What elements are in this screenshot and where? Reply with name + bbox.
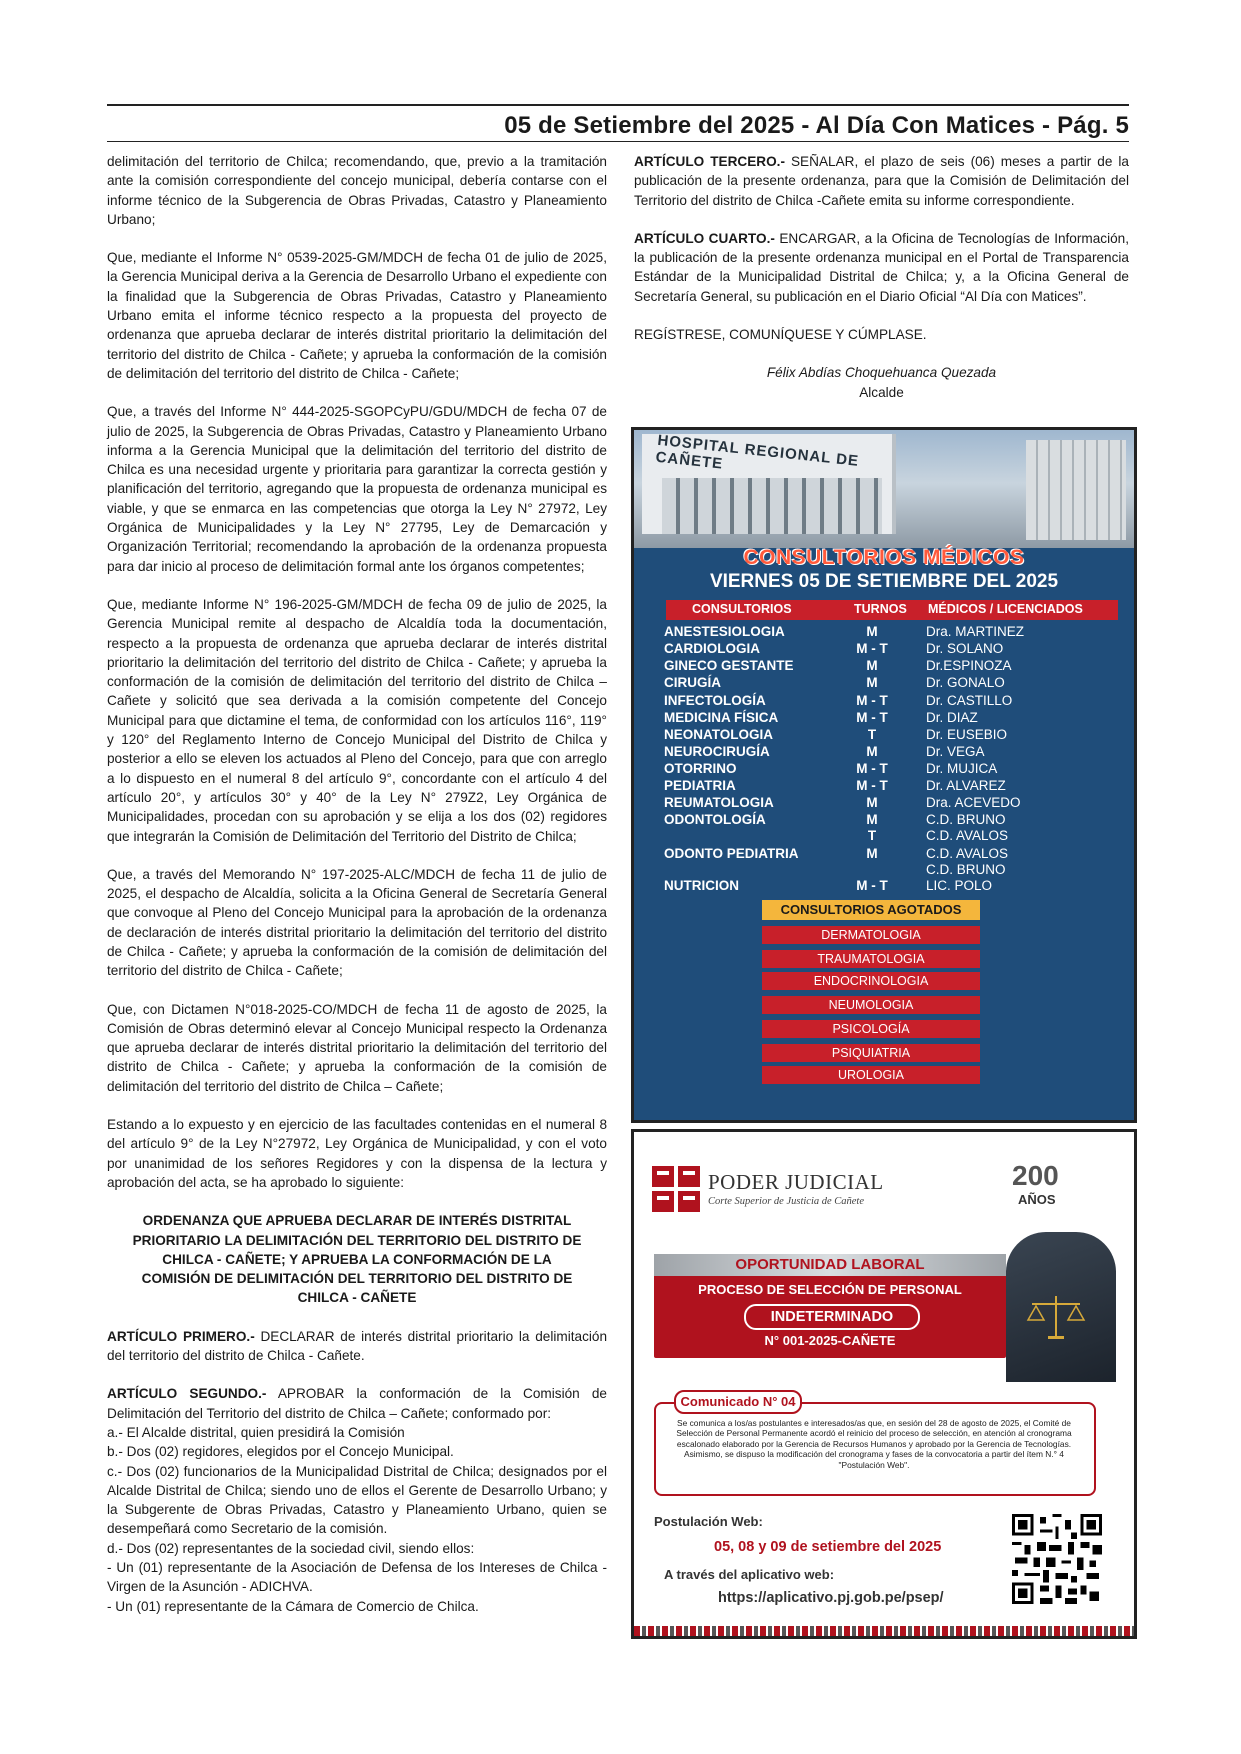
doctor: C.D. AVALOS bbox=[926, 846, 1009, 861]
table-row bbox=[634, 727, 1134, 744]
shift: M - T bbox=[856, 710, 888, 725]
article-fourth bbox=[634, 229, 1129, 306]
doctor: C.D. AVALOS bbox=[926, 828, 1009, 843]
doctor: Dr. CASTILLO bbox=[926, 693, 1013, 708]
shift: M bbox=[866, 744, 878, 759]
shift: M bbox=[866, 624, 878, 639]
ordinance-title: ORDENANZA QUE APRUEBA DECLARAR DE INTERÉS DISTRITAL PRIORITARIO LA DELIMITACIÓN DEL TERRITORIO DEL DISTRITO DE CHILCA - CAÑETE; Y APRUEBA LA CONFORMACIÓN DE LA COMISIÓN DE DELIMITACIÓN DEL TERRITORIO DEL DISTRITO DE CHILCA - CAÑETE bbox=[132, 1213, 582, 1306]
sold-out-item: PSIQUIATRIA bbox=[762, 1044, 980, 1062]
article-text: APROBAR la conformación de la Comisión de Delimitación del Territorio del distrito de Chilca – Cañete; conformado por: bbox=[107, 1386, 607, 1421]
col-header: CONSULTORIOS bbox=[692, 602, 792, 616]
shift: M - T bbox=[856, 778, 888, 793]
list-item: - Un (01) representante de la Cámara de Comercio de Chilca. bbox=[107, 1598, 479, 1614]
shift: M - T bbox=[856, 641, 888, 656]
specialty: INFECTOLOGÍA bbox=[664, 693, 766, 708]
shift: M - T bbox=[856, 693, 888, 708]
specialty: ODONTOLOGÍA bbox=[664, 812, 766, 827]
table-row bbox=[634, 761, 1134, 778]
doctor: Dr. GONALO bbox=[926, 675, 1005, 690]
sold-out-item: NEUMOLOGIA bbox=[762, 996, 980, 1014]
shift: M - T bbox=[856, 878, 888, 893]
list-item: b.- Dos (02) regidores, elegidos por el Concejo Municipal. bbox=[107, 1444, 454, 1460]
table-row bbox=[634, 658, 1134, 675]
anniversary-word: AÑOS bbox=[1018, 1192, 1056, 1207]
shift: T bbox=[867, 727, 877, 742]
opportunity-title: OPORTUNIDAD LABORAL bbox=[654, 1254, 1006, 1276]
judicial-logo bbox=[652, 1166, 700, 1212]
doctor: C.D. BRUNO bbox=[926, 812, 1006, 827]
scales-icon bbox=[1026, 1292, 1086, 1342]
article-label: ARTÍCULO TERCERO.- bbox=[634, 154, 785, 169]
specialty: OTORRINO bbox=[664, 761, 737, 776]
list-item: d.- Dos (02) representantes de la sociedad civil, siendo ellos: bbox=[107, 1540, 475, 1556]
shift: M bbox=[866, 812, 878, 827]
building-columns bbox=[662, 478, 882, 534]
sold-out-item: DERMATOLOGIA bbox=[762, 926, 980, 944]
paragraph: delimitación del territorio de Chilca; recomendando, que, previo a la tramitación ante la comisión correspondiente del concejo municipal, debería contarse con el informe técnico de la Subgerencia de Obras Privadas, Catastro y Planeamiento Urbano; bbox=[107, 154, 607, 227]
article-label: ARTÍCULO SEGUNDO.- bbox=[107, 1386, 267, 1402]
paragraph: Estando a lo expuesto y en ejercicio de las facultades contenidas en el numeral 8 del artículo 9° de la Ley N°27972, Ley Orgánica de Municipalidad, y con el voto por unanimidad de los señores Regidores y con la dispensa de la lectura y aprobación del acta, se ha aprobado lo siguiente: bbox=[107, 1117, 607, 1190]
specialty: GINECO GESTANTE bbox=[664, 658, 794, 673]
col-header: MÉDICOS / LICENCIADOS bbox=[928, 602, 1083, 616]
notice-text: Se comunica a los/as postulantes e interesados/as que, en sesión del 28 de agosto de 2025, el Comité de Selección de Personal Permanente acordó el reinicio del proceso de selección, en atención al cronograma escalonado elaborado por la Gerencia de Recursos Humanos y aprobado por la Gerencia de Tecnologías. Asimismo, se dispuso la modificación del cronograma y fases de la convocatoria a partir del ítem N.° 4 "Postulación Web". bbox=[676, 1418, 1072, 1470]
doctor: Dr.ESPINOZA bbox=[926, 658, 1012, 673]
table-row bbox=[634, 878, 1134, 895]
qr-code-icon bbox=[1012, 1514, 1102, 1604]
table-row bbox=[634, 795, 1134, 812]
shift: T bbox=[867, 828, 877, 843]
anniversary-number: 200 bbox=[1012, 1160, 1059, 1191]
web-application-label: Postulación Web: bbox=[654, 1514, 763, 1529]
application-url[interactable]: https://aplicativo.pj.gob.pe/psep/ bbox=[718, 1590, 944, 1606]
article-label: ARTÍCULO CUARTO.- bbox=[634, 230, 775, 246]
table-row bbox=[634, 624, 1134, 641]
article-text: DECLARAR de interés distrital prioritario la delimitación del territorio del distrito de Chilca - Cañete. bbox=[107, 1328, 608, 1364]
sold-out-item: ENDOCRINOLOGIA bbox=[762, 972, 980, 990]
specialty: NEONATOLOGIA bbox=[664, 727, 774, 742]
specialty: MEDICINA FÍSICA bbox=[664, 710, 779, 725]
hospital-photo bbox=[634, 430, 1134, 548]
doctor: Dr. VEGA bbox=[926, 744, 985, 759]
specialty: NUTRICION bbox=[664, 878, 739, 893]
specialty: CARDIOLOGIA bbox=[664, 641, 760, 656]
specialty: PEDIATRIA bbox=[664, 778, 736, 793]
table-header bbox=[666, 600, 1118, 620]
specialty: REUMATOLOGIA bbox=[664, 795, 774, 810]
doctor: Dra. ACEVEDO bbox=[926, 795, 1021, 810]
table-row bbox=[634, 675, 1134, 692]
via-label: A través del aplicativo web: bbox=[664, 1567, 835, 1582]
col-header: TURNOS bbox=[854, 602, 907, 616]
hospital-building-2 bbox=[1026, 440, 1126, 540]
sold-out-title: CONSULTORIOS AGOTADOS bbox=[762, 900, 980, 920]
article-first bbox=[107, 1327, 607, 1366]
application-dates: 05, 08 y 09 de setiembre del 2025 bbox=[714, 1539, 942, 1555]
article-label: ARTÍCULO PRIMERO.- bbox=[107, 1328, 255, 1344]
shift: M - T bbox=[856, 761, 888, 776]
closing-formula: REGÍSTRESE, COMUNÍQUESE Y CÚMPLASE. bbox=[634, 327, 927, 343]
paragraph: Que, mediante Informe N° 196-2025-GM/MDCH de fecha 09 de julio de 2025, la Gerencia Municipal remite al despacho de Alcaldía toda la documentación, respecto a la propuesta de ordenanza que aprueba declarar de interés distrital prioritario la delimitación del territorio del distrito de Chilca - Cañete; y aprueba la conformación de la comisión de delimitación del territorio del distrito de Chilca – Cañete y solicitó que sea derivada a la comisión competente del Concejo Municipal para que dictamine el tema, de conformidad con los artículos 116°, 119° y 120° del Reglamento Interno de Concejo Municipal del Distrito de Chilca y posterior a ello se eleven los actuados al Pleno del Concejo, para que con arreglo a lo dispuesto en el numeral 8 del artículo 9°, concordante con el artículo 4 del artículo 20°, y artículos 30° y 40° de la Ley N° 279Z2, Ley Orgánica de Municipalidades, procedan con su aprobación y se elija a los dos (02) regidores que integrarán la Comisión de Delimitación del Territorio del Distrito de Chilca; bbox=[107, 596, 607, 844]
specialty: NEUROCIRUGÍA bbox=[664, 744, 770, 759]
table-row bbox=[634, 744, 1134, 761]
judicial-ad bbox=[631, 1129, 1137, 1639]
table-row bbox=[634, 862, 1134, 879]
article-second bbox=[107, 1384, 607, 1423]
hospital-building bbox=[642, 431, 896, 534]
doctor: Dr. MUJICA bbox=[926, 761, 998, 776]
poster-title: CONSULTORIOS MÉDICOS bbox=[743, 546, 1025, 569]
article-text: ENCARGAR, a la Oficina de Tecnologías de Información, la publicación de la presente ordenanza municipal en el Portal de Transparencia Estándar de la Municipalidad Distrital de Chilca; y, a la Oficina General de Secretaría General, su publicación en el Diario Oficial “Al Día con Matices”. bbox=[634, 230, 1129, 304]
specialty: ANESTESIOLOGIA bbox=[664, 624, 785, 639]
doctor: Dr. DIAZ bbox=[926, 710, 978, 725]
shift: M bbox=[866, 675, 878, 690]
paragraph: Que, a través del Informe N° 444-2025-SGOPCyPU/GDU/MDCH de fecha 07 de julio de 2025, la Subgerencia de Obras Privadas, Catastro y Planeamiento Urbano informa a la Gerencia Municipal que la delimitación del territorio del distrito de Chilca es una necesidad urgente y prioritaria para garantizar la correcta gestión y planificación del territorio, agregando que la propuesta de ordenanza municipal es viable, y que se enmarca en las competencias que otorga la Ley N° 27972, Ley Orgánica de Municipalidades y la Ley N° 27795, Ley de Demarcación y Organización Territorial; recomendando la aprobación de la ordenanza propuesta para dar inicio al proceso de delimitación formal ante los órganos competentes; bbox=[107, 404, 607, 574]
article-text: SEÑALAR, el plazo de seis (06) meses a partir de la publicación de la presente ordenanza, para que la Comisión de Delimitación del Territorio del distrito de Chilca -Cañete emita su informe correspondiente. bbox=[634, 154, 1129, 208]
right-column bbox=[634, 152, 1129, 402]
table-row bbox=[634, 641, 1134, 658]
paragraph: Que, a través del Memorando N° 197-2025-ALC/MDCH de fecha 11 de julio de 2025, el despacho de Alcaldía, solicita a la Oficina General de Secretaría General que convoque al Pleno del Concejo Municipal para la aprobación de la ordenanza de declaración de interés distrital prioritario la delimitación del territorio del distrito de Chilca - Cañete; y aprueba la conformación de la comisión de delimitación del territorio del distrito de Chilca - Cañete; bbox=[107, 866, 607, 979]
judicial-court: Corte Superior de Justicia de Cañete bbox=[708, 1196, 865, 1207]
article-third bbox=[634, 152, 1129, 210]
doctor: Dr. SOLANO bbox=[926, 641, 1004, 656]
header-title: 05 de Setiembre del 2025 - Al Día Con Matices - Pág. 5 bbox=[504, 112, 1129, 139]
signer-role: Alcalde bbox=[859, 384, 904, 400]
list-item: - Un (01) representante de la Asociación de Defensa de los Intereses de Chilca - Virgen de la Asunción - ADICHVA. bbox=[107, 1560, 607, 1595]
doctor: C.D. BRUNO bbox=[926, 862, 1006, 877]
table-row bbox=[634, 828, 1134, 845]
paragraph: Que, con Dictamen N°018-2025-CO/MDCH de fecha 11 de agosto de 2025, la Comisión de Obras determinó elevar al Concejo Municipal respecto la Ordenanza que aprueba declarar de interés distrital prioritario la delimitación del territorio del distrito de Chilca - Cañete; y aprueba la conformación de la comisión de delimitación del territorio del distrito de Chilca – Cañete; bbox=[107, 1001, 607, 1094]
shift: M bbox=[866, 795, 878, 810]
list-item: a.- El Alcalde distrital, quien presidirá la Comisión bbox=[107, 1424, 405, 1440]
doctor: Dr. EUSEBIO bbox=[926, 727, 1008, 742]
sold-out-item: UROLOGIA bbox=[762, 1066, 980, 1084]
specialty: CIRUGÍA bbox=[664, 675, 721, 690]
doctor: LIC. POLO bbox=[926, 878, 993, 893]
shift: M bbox=[866, 846, 878, 861]
process-title: PROCESO DE SELECCIÓN DE PERSONAL bbox=[698, 1282, 962, 1297]
table-row bbox=[634, 846, 1134, 863]
process-number: N° 001-2025-CAÑETE bbox=[764, 1333, 896, 1348]
header-rule bbox=[107, 141, 1129, 142]
process-type-badge: INDETERMINADO bbox=[744, 1304, 920, 1330]
page-header bbox=[107, 104, 1129, 142]
paragraph: Que, mediante el Informe N° 0539-2025-GM/MDCH de fecha 01 de julio de 2025, la Gerencia Municipal deriva a la Gerencia de Desarrollo Urbano el expediente con la finalidad que la Subgerencia de Obras Privadas, Catastro y Planeamiento Urbano emita el informe técnico respecto a la propuesta del proyecto de ordenanza que aprueba declarar de interés distrital prioritario la delimitación del territorio del distrito de Chilca - Cañete; y aprueba la conformación de la comisión de delimitación del territorio del distrito de Chilca - Cañete; bbox=[107, 250, 607, 381]
shift: M bbox=[866, 658, 878, 673]
left-column bbox=[107, 152, 607, 1616]
notice-label: Comunicado N° 04 bbox=[674, 1390, 802, 1414]
specialty: ODONTO PEDIATRIA bbox=[664, 846, 799, 861]
table-row bbox=[634, 710, 1134, 727]
table-row bbox=[634, 778, 1134, 795]
doctor: Dr. ALVAREZ bbox=[926, 778, 1006, 793]
judicial-name: PODER JUDICIAL bbox=[708, 1170, 884, 1194]
sold-out-item: TRAUMATOLOGIA bbox=[762, 950, 980, 968]
doctor: Dra. MARTINEZ bbox=[926, 624, 1025, 639]
list-item: c.- Dos (02) funcionarios de la Municipalidad Distrital de Chilca; designados por el Alcalde Distrital de Chilca; siendo uno de ellos el Gerente de Desarrollo Urbano; y la Subgerente de Obras Privadas, Catastro y Planeamiento Urbano, quien se desempeñará como Secretario de la comisión. bbox=[107, 1463, 607, 1537]
table-row bbox=[634, 693, 1134, 710]
table-row bbox=[634, 812, 1134, 829]
signer-name: Félix Abdías Choquehuanca Quezada bbox=[766, 365, 997, 381]
decorative-border bbox=[634, 1626, 1134, 1636]
sold-out-item: PSICOLOGÍA bbox=[762, 1020, 980, 1038]
hospital-ad bbox=[631, 427, 1137, 1123]
hospital-sign: HOSPITAL REGIONAL DE CAÑETE bbox=[654, 431, 860, 473]
poster-date: VIERNES 05 DE SETIEMBRE DEL 2025 bbox=[709, 571, 1059, 592]
